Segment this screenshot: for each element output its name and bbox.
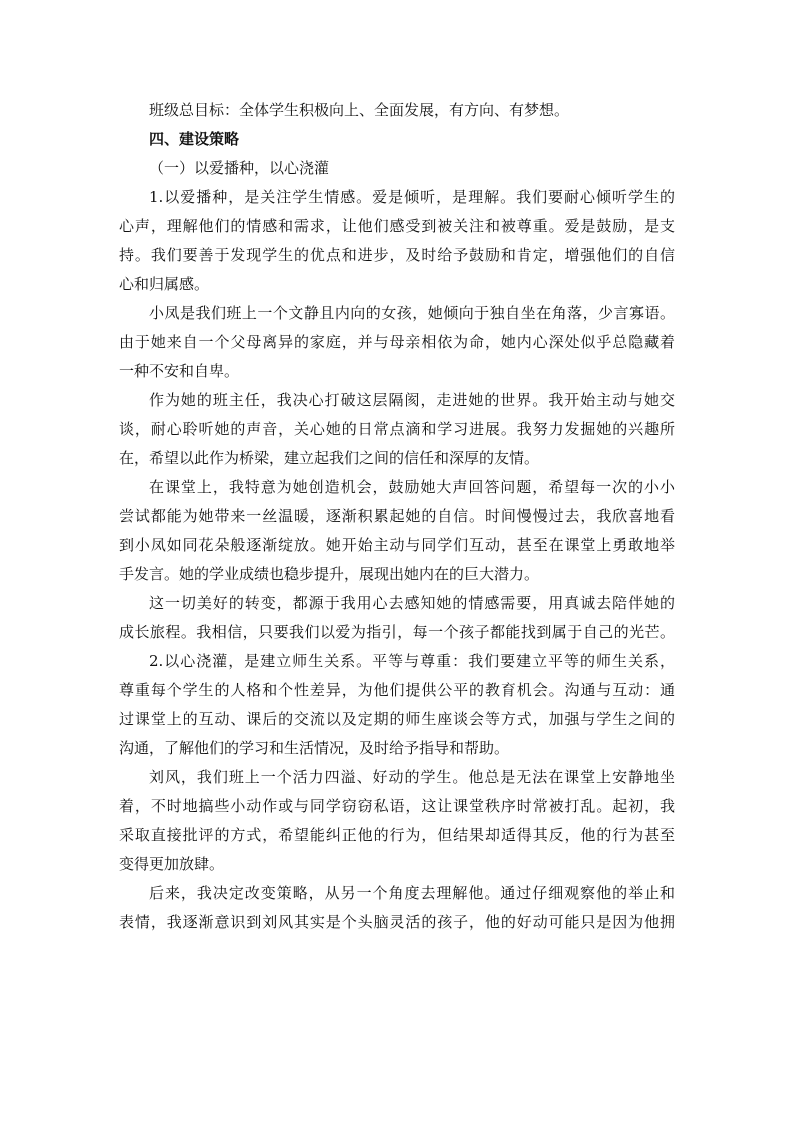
- paragraph-line: 手发言。她的学业成绩也稳步提升，展现出她内在的巨大潜力。: [119, 565, 540, 583]
- paragraph-line: 到小凤如同花朵般逐渐绽放。她开始主动与同学们互动，甚至在课堂上勇敢地举: [119, 536, 675, 554]
- paragraph-line: 作为她的班主任，我决心打破这层隔阂，走进她的世界。我开始主动与她交: [149, 391, 675, 409]
- paragraph-line: 心和归属感。: [119, 275, 210, 293]
- paragraph-line: 谈，耐心聆听她的声音，关心她的日常点滴和学习进展。我努力发掘她的兴趣所: [119, 420, 675, 438]
- paragraph-line: 尊重每个学生的人格和个性差异，为他们提供公平的教育机会。沟通与互动：通: [119, 681, 675, 699]
- paragraph-line: 后来，我决定改变策略，从另一个角度去理解他。通过仔细观察他的举止和: [149, 884, 675, 902]
- paragraph-line: 1.以爱播种，是关注学生情感。爱是倾听，是理解。我们要耐心倾听学生的: [149, 188, 675, 206]
- paragraph-line: 这一切美好的转变，都源于我用心去感知她的情感需要，用真诚去陪伴她的: [149, 594, 675, 612]
- paragraph-line: 小凤是我们班上一个文静且内向的女孩，她倾向于独自坐在角落，少言寡语。: [149, 304, 675, 322]
- paragraph-line: 班级总目标：全体学生积极向上、全面发展，有方向、有梦想。: [149, 101, 570, 119]
- paragraph-line: 在，希望以此作为桥梁，建立起我们之间的信任和深厚的友情。: [119, 449, 540, 467]
- paragraph-line: 变得更加放肆。: [119, 855, 225, 873]
- paragraph-line: 沟通，了解他们的学习和生活情况，及时给予指导和帮助。: [119, 739, 510, 757]
- paragraph-line: 心声，理解他们的情感和需求，让他们感受到被关注和被尊重。爱是鼓励，是支: [119, 217, 675, 235]
- paragraph-line: 在课堂上，我特意为她创造机会，鼓励她大声回答问题，希望每一次的小小: [149, 478, 675, 496]
- paragraph-line: 一种不安和自卑。: [119, 362, 240, 380]
- paragraph-line: 采取直接批评的方式，希望能纠正他的行为，但结果却适得其反，他的行为甚至: [119, 826, 675, 844]
- paragraph-line: 2.以心浇灌，是建立师生关系。平等与尊重：我们要建立平等的师生关系，: [149, 652, 675, 670]
- document-body: [119, 96, 675, 937]
- paragraph-line: 过课堂上的互动、课后的交流以及定期的师生座谈会等方式，加强与学生之间的: [119, 710, 675, 728]
- paragraph-line: 成长旅程。我相信，只要我们以爱为指引，每一个孩子都能找到属于自己的光芒。: [119, 623, 675, 641]
- section-heading: 四、建设策略: [149, 130, 240, 148]
- paragraph-line: 刘风，我们班上一个活力四溢、好动的学生。他总是无法在课堂上安静地坐: [149, 768, 675, 786]
- paragraph-line: 着，不时地搞些小动作或与同学窃窃私语，这让课堂秩序时常被打乱。起初，我: [119, 797, 675, 815]
- paragraph-line: 持。我们要善于发现学生的优点和进步，及时给予鼓励和肯定，增强他们的自信: [119, 246, 675, 264]
- paragraph-line: 表情，我逐渐意识到刘风其实是个头脑灵活的孩子，他的好动可能只是因为他拥: [119, 913, 675, 931]
- paragraph-line: 尝试都能为她带来一丝温暖，逐渐积累起她的自信。时间慢慢过去，我欣喜地看: [119, 507, 675, 525]
- subsection-heading: （一）以爱播种，以心浇灌: [149, 159, 330, 177]
- paragraph-line: 由于她来自一个父母离异的家庭，并与母亲相依为命，她内心深处似乎总隐藏着: [119, 333, 675, 351]
